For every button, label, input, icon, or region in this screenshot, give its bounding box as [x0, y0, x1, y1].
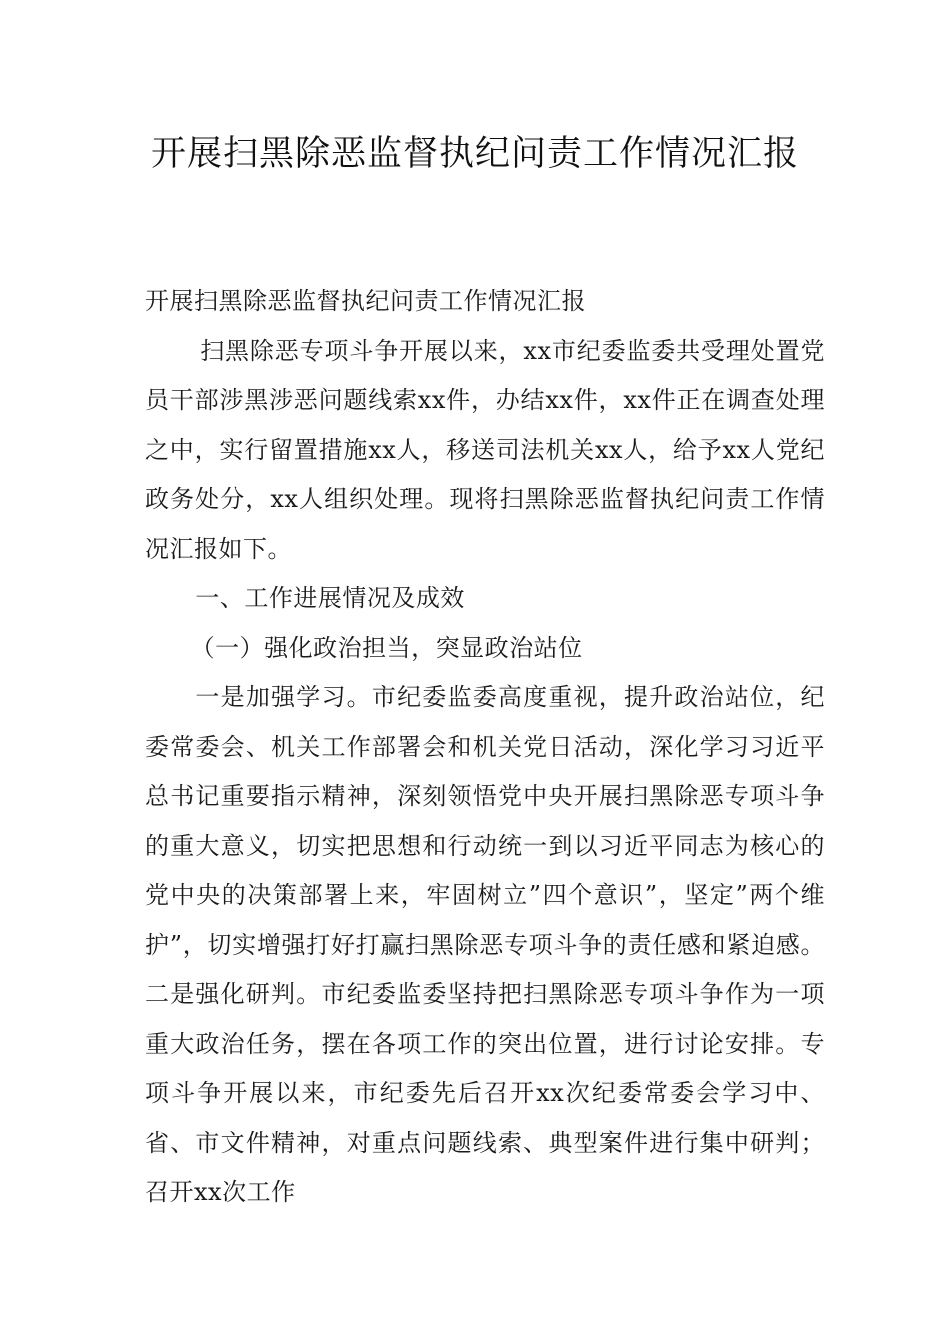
document-body — [145, 277, 825, 1218]
section-heading: 一、工作进展情况及成效 — [195, 584, 465, 612]
document-subtitle: 开展扫黑除恶监督执纪问责工作情况汇报 — [145, 287, 586, 315]
intro-paragraph: 扫黑除恶专项斗争开展以来，xx市纪委监委共受理处置党员干部涉黑涉恶问题线索xx件，办结xx件，xx件正在调查处理之中，实行留置措施xx人，移送司法机关xx人，给予xx人党纪政务处分，xx人组织处理。现将扫黑除恶监督执纪问责工作情况汇报如下。 — [145, 336, 825, 563]
subsection-heading: （一）强化政治担当，突显政治站位 — [190, 633, 583, 662]
document-title: 开展扫黑除恶监督执纪问责工作情况汇报 — [150, 134, 799, 174]
body-paragraph: 一是加强学习。市纪委监委高度重视，提升政治站位，纪委常委会、机关工作部署会和机关党日活动，深化学习习近平总书记重要指示精神，深刻领悟党中央开展扫黑除恶专项斗争的重大意义，切实把思想和行动统一到以习近平同志为核心的党中央的决策部署上来，牢固树立”四个意识”，坚定”两个维护”，切实增强打好打赢扫黑除恶专项斗争的责任感和紧迫感。二是强化研判。市纪委监委坚持把扫黑除恶专项斗争作为一项重大政治任务，摆在各项工作的突出位置，进行讨论安排。专项斗争开展以来，市纪委先后召开xx次纪委常委会学习中、省、市文件精神，对重点问题线索、典型案件进行集中研判；召开xx次工作 — [145, 683, 825, 1206]
